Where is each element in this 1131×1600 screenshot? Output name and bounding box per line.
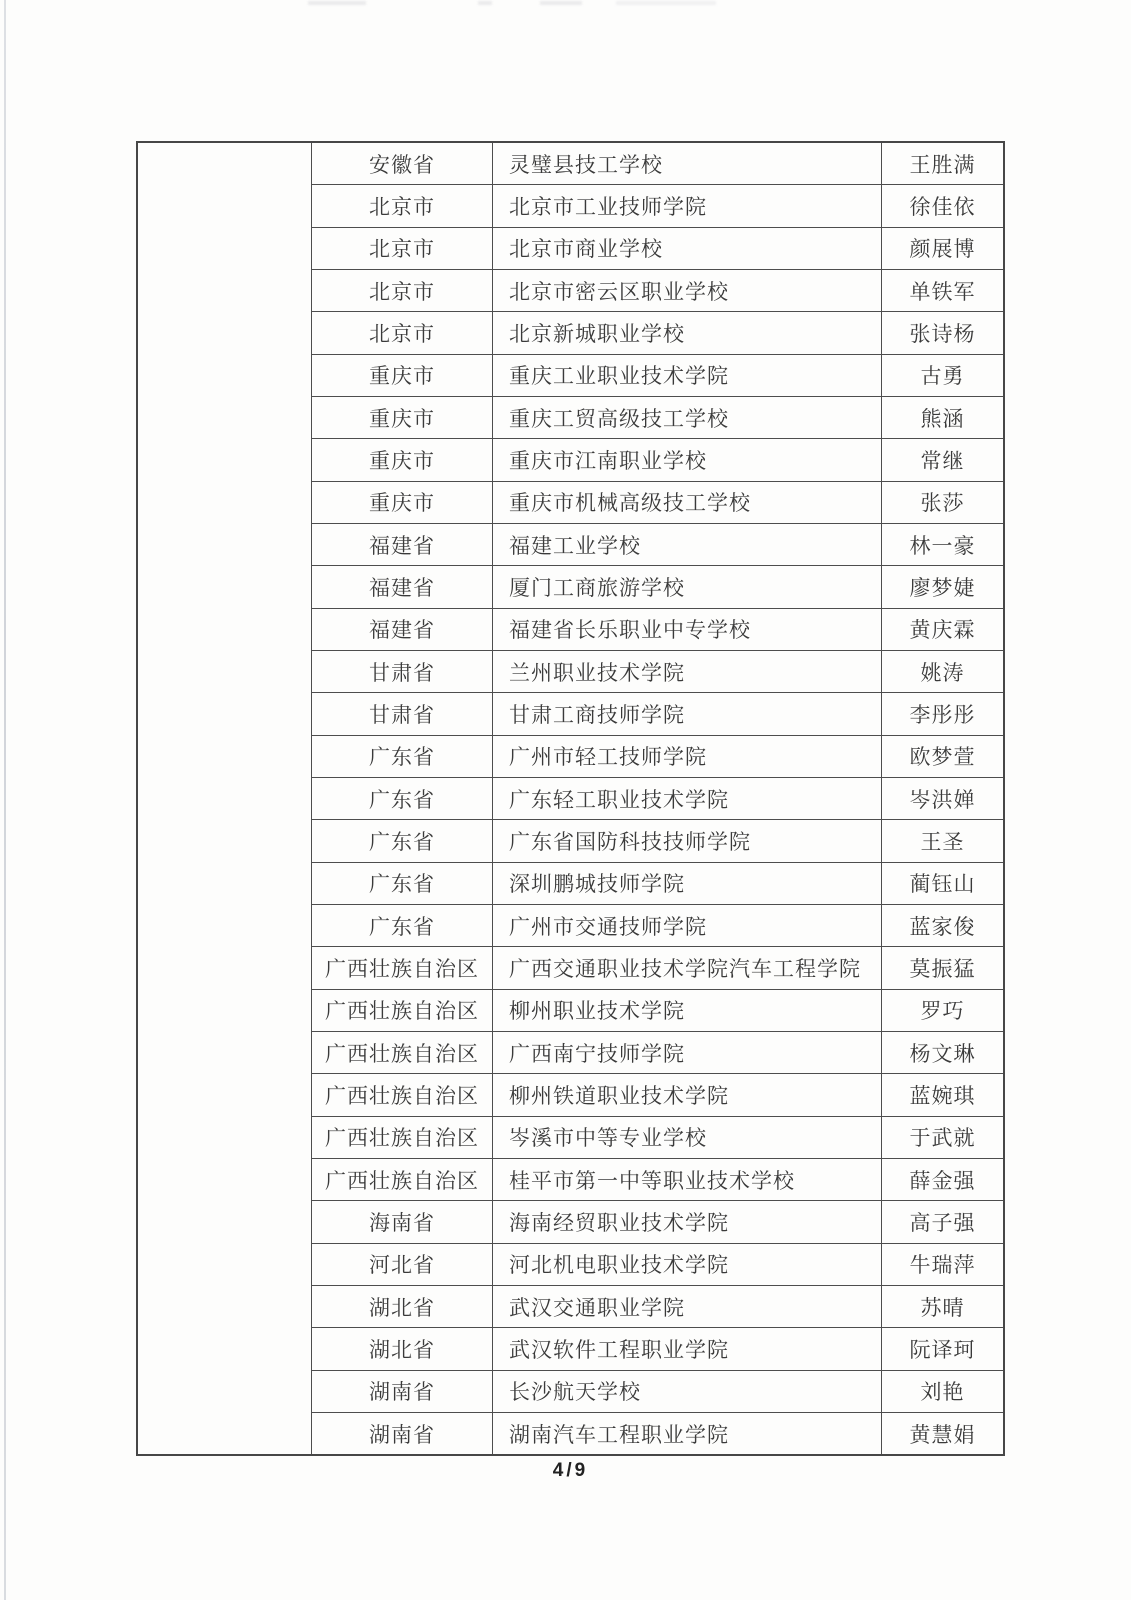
name-cell: 颜展博 — [909, 237, 976, 262]
table-row — [312, 185, 1003, 227]
province-cell: 北京市 — [312, 312, 493, 353]
province-cell: 湖南省 — [312, 1413, 493, 1454]
table-row — [312, 1286, 1003, 1328]
name-cell: 廖梦婕 — [909, 575, 976, 600]
school-cell: 厦门工商旅游学校 — [493, 566, 882, 607]
school-cell: 广东省国防科技技师学院 — [493, 820, 882, 861]
name-cell: 蓝家俊 — [909, 914, 976, 939]
school-cell: 河北机电职业技术学院 — [493, 1244, 882, 1285]
name-cell: 林一豪 — [909, 533, 976, 558]
name-cell: 阮译珂 — [909, 1337, 976, 1362]
province-cell: 广西壮族自治区 — [312, 1159, 493, 1200]
school-cell: 广西交通职业技术学院汽车工程学院 — [493, 947, 882, 988]
table-row — [312, 355, 1003, 397]
school-cell: 广州市交通技师学院 — [493, 905, 882, 946]
province-cell: 重庆市 — [312, 439, 493, 480]
school-cell: 广州市轻工技师学院 — [493, 736, 882, 777]
province-cell: 重庆市 — [312, 482, 493, 523]
name-cell: 薛金强 — [909, 1168, 976, 1193]
table-row — [312, 482, 1003, 524]
school-cell: 福建省长乐职业中专学校 — [493, 609, 882, 650]
name-cell: 欧梦萱 — [909, 745, 976, 770]
school-cell: 柳州铁道职业技术学院 — [493, 1074, 882, 1115]
scan-smudge — [540, 1, 582, 5]
province-cell: 湖北省 — [312, 1286, 493, 1327]
province-cell: 广西壮族自治区 — [312, 1074, 493, 1115]
table-row — [312, 1032, 1003, 1074]
table-row — [312, 228, 1003, 270]
school-cell: 北京市工业技师学院 — [493, 185, 882, 226]
name-cell: 王胜满 — [909, 152, 976, 177]
school-cell: 武汉软件工程职业学院 — [493, 1328, 882, 1369]
province-cell: 北京市 — [312, 228, 493, 269]
name-cell: 高子强 — [909, 1210, 976, 1235]
name-cell: 杨文琳 — [909, 1041, 976, 1066]
table-row — [312, 1328, 1003, 1370]
table-row — [312, 778, 1003, 820]
scan-smudge — [308, 1, 366, 5]
school-cell: 广东轻工职业技术学院 — [493, 778, 882, 819]
school-cell: 北京市商业学校 — [493, 228, 882, 269]
name-cell: 蓝婉琪 — [909, 1083, 976, 1108]
province-cell: 广西壮族自治区 — [312, 1117, 493, 1158]
school-cell: 海南经贸职业技术学院 — [493, 1201, 882, 1242]
school-cell: 灵璧县技工学校 — [493, 143, 882, 184]
school-cell: 重庆市江南职业学校 — [493, 439, 882, 480]
table-rows-container — [312, 143, 1003, 1454]
school-cell: 甘肃工商技师学院 — [493, 693, 882, 734]
province-cell: 重庆市 — [312, 397, 493, 438]
province-cell: 福建省 — [312, 609, 493, 650]
province-cell: 湖北省 — [312, 1328, 493, 1369]
merged-empty-column — [138, 143, 312, 1454]
school-cell: 桂平市第一中等职业技术学校 — [493, 1159, 882, 1200]
scan-smudge — [478, 1, 492, 5]
name-cell: 姚涛 — [920, 660, 965, 685]
schools-table — [136, 141, 1005, 1456]
school-cell: 柳州职业技术学院 — [493, 990, 882, 1031]
table-row — [312, 736, 1003, 778]
name-cell: 于武就 — [909, 1126, 976, 1151]
name-cell: 刘艳 — [920, 1380, 965, 1405]
school-cell: 北京新城职业学校 — [493, 312, 882, 353]
province-cell: 北京市 — [312, 185, 493, 226]
page-number: 4/9 — [552, 1460, 589, 1481]
name-cell: 李彤彤 — [909, 702, 976, 727]
province-cell: 海南省 — [312, 1201, 493, 1242]
name-cell: 张莎 — [920, 491, 965, 516]
province-cell: 福建省 — [312, 566, 493, 607]
province-cell: 广东省 — [312, 736, 493, 777]
table-row — [312, 990, 1003, 1032]
table-row — [312, 693, 1003, 735]
name-cell: 熊涵 — [920, 406, 965, 431]
school-cell: 重庆工贸高级技工学校 — [493, 397, 882, 438]
table-row — [312, 397, 1003, 439]
name-cell: 单铁军 — [909, 279, 976, 304]
province-cell: 广西壮族自治区 — [312, 990, 493, 1031]
province-cell: 湖南省 — [312, 1371, 493, 1412]
province-cell: 广西壮族自治区 — [312, 1032, 493, 1073]
table-row — [312, 1244, 1003, 1286]
province-cell: 广东省 — [312, 905, 493, 946]
province-cell: 重庆市 — [312, 355, 493, 396]
province-cell: 广东省 — [312, 778, 493, 819]
school-cell: 深圳鹏城技师学院 — [493, 863, 882, 904]
province-cell: 河北省 — [312, 1244, 493, 1285]
province-cell: 广东省 — [312, 820, 493, 861]
school-cell: 长沙航天学校 — [493, 1371, 882, 1412]
school-cell: 广西南宁技师学院 — [493, 1032, 882, 1073]
name-cell: 黄慧娟 — [909, 1422, 976, 1447]
table-row — [312, 1371, 1003, 1413]
table-row — [312, 524, 1003, 566]
school-cell: 北京市密云区职业学校 — [493, 270, 882, 311]
name-cell: 古勇 — [920, 364, 965, 389]
table-row — [312, 439, 1003, 481]
table-row — [312, 270, 1003, 312]
table-row — [312, 820, 1003, 862]
name-cell: 蔺钰山 — [909, 872, 976, 897]
school-cell: 武汉交通职业学院 — [493, 1286, 882, 1327]
table-row — [312, 312, 1003, 354]
scan-smudge — [616, 1, 716, 5]
table-row — [312, 1201, 1003, 1243]
table-row — [312, 651, 1003, 693]
name-cell: 常继 — [920, 448, 965, 473]
table-row — [312, 609, 1003, 651]
province-cell: 北京市 — [312, 270, 493, 311]
name-cell: 王圣 — [920, 829, 965, 854]
province-cell: 福建省 — [312, 524, 493, 565]
province-cell: 安徽省 — [312, 143, 493, 184]
table-row — [312, 947, 1003, 989]
name-cell: 牛瑞萍 — [909, 1253, 976, 1278]
table-row — [312, 143, 1003, 185]
table-row — [312, 905, 1003, 947]
table-row — [312, 863, 1003, 905]
table-row — [312, 1159, 1003, 1201]
name-cell: 莫振猛 — [909, 956, 976, 981]
province-cell: 甘肃省 — [312, 693, 493, 734]
table-row — [312, 1117, 1003, 1159]
name-cell: 苏晴 — [920, 1295, 965, 1320]
name-cell: 岑洪婵 — [909, 787, 976, 812]
name-cell: 徐佳依 — [909, 194, 976, 219]
name-cell: 罗巧 — [920, 999, 965, 1024]
name-cell: 张诗杨 — [909, 321, 976, 346]
scan-edge-artifact — [4, 0, 6, 1600]
province-cell: 广东省 — [312, 863, 493, 904]
table-row — [312, 566, 1003, 608]
table-row — [312, 1074, 1003, 1116]
school-cell: 重庆工业职业技术学院 — [493, 355, 882, 396]
province-cell: 广西壮族自治区 — [312, 947, 493, 988]
school-cell: 湖南汽车工程职业学院 — [493, 1413, 882, 1454]
table-row — [312, 1413, 1003, 1454]
school-cell: 重庆市机械高级技工学校 — [493, 482, 882, 523]
school-cell: 福建工业学校 — [493, 524, 882, 565]
province-cell: 甘肃省 — [312, 651, 493, 692]
name-cell: 黄庆霖 — [909, 618, 976, 643]
school-cell: 兰州职业技术学院 — [493, 651, 882, 692]
school-cell: 岑溪市中等专业学校 — [493, 1117, 882, 1158]
